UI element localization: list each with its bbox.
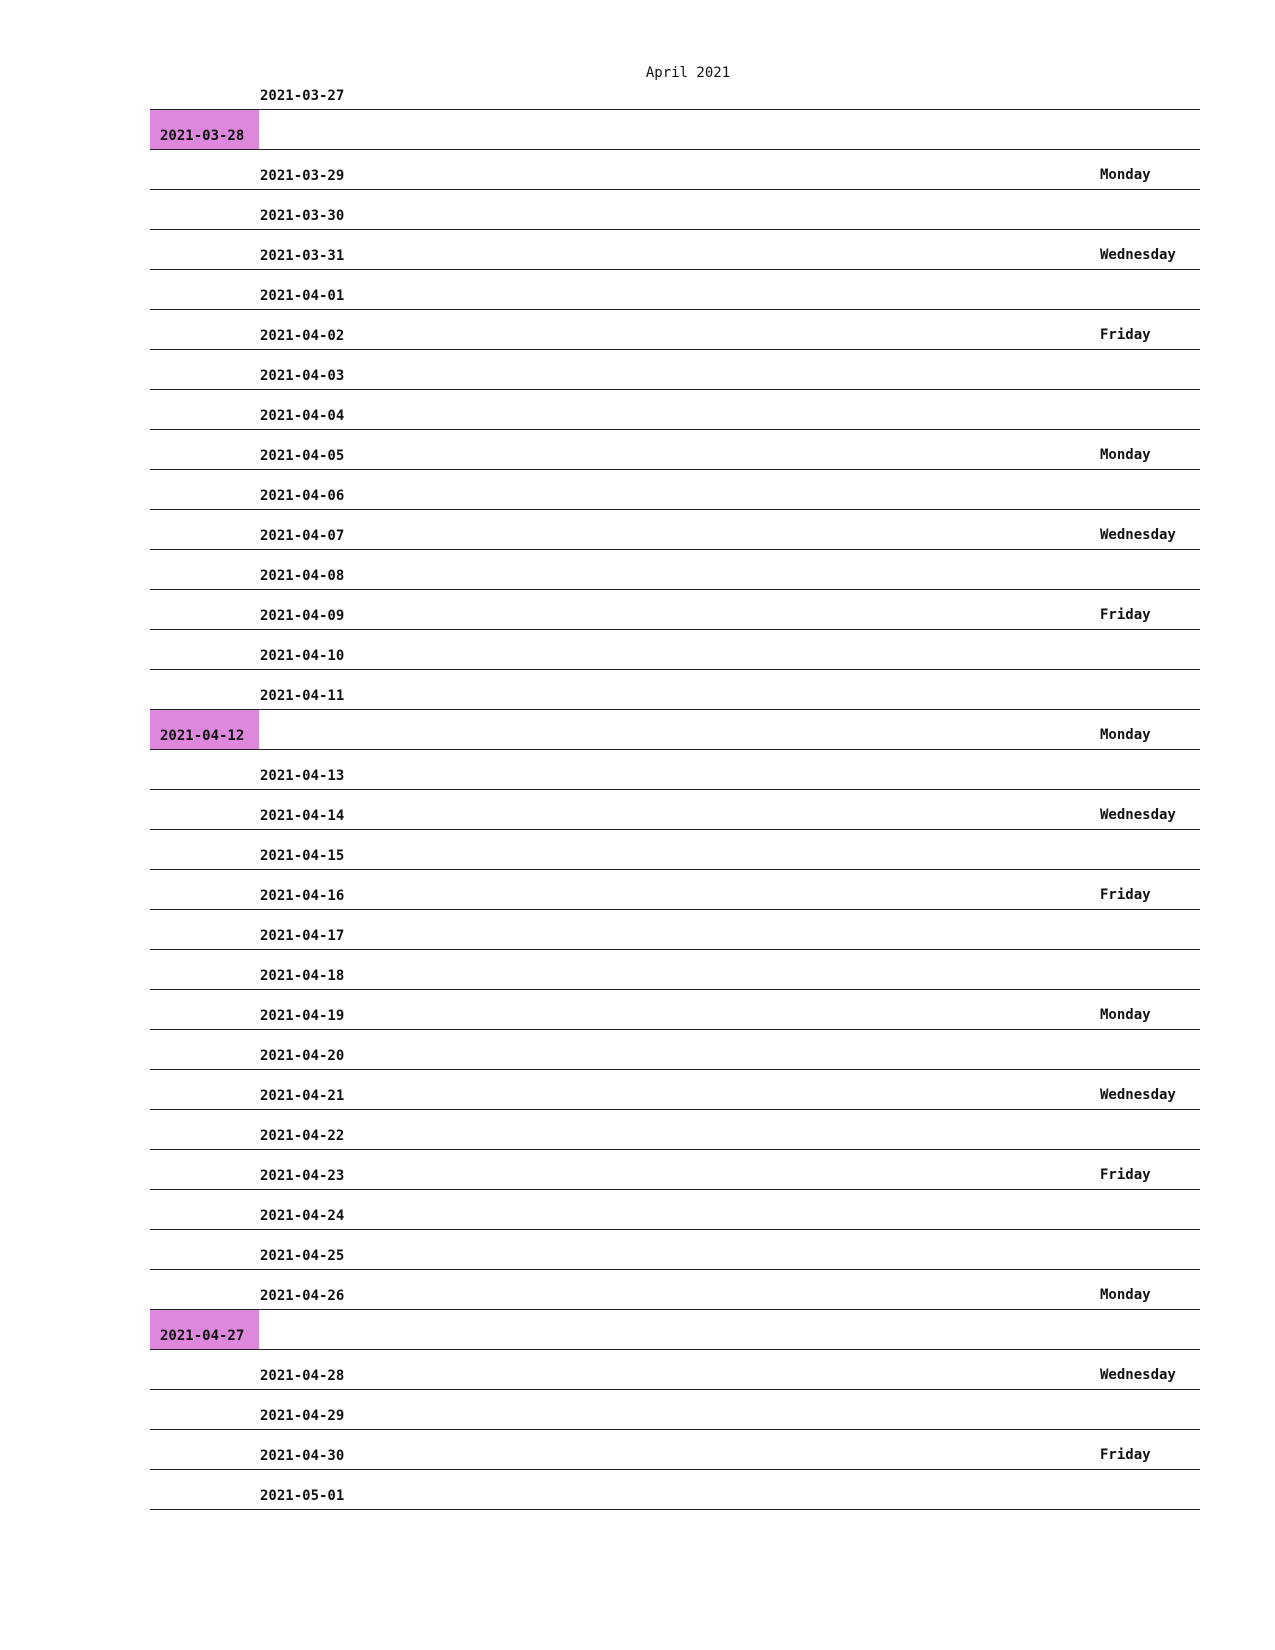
calendar-row xyxy=(150,910,1200,950)
row-weekday: Friday xyxy=(1100,1167,1151,1183)
row-date: 2021-04-29 xyxy=(260,1408,345,1424)
row-date: 2021-04-12 xyxy=(160,728,245,744)
row-date: 2021-04-19 xyxy=(260,1008,345,1024)
row-date: 2021-05-01 xyxy=(260,1488,345,1504)
row-date: 2021-04-15 xyxy=(260,848,345,864)
calendar-row xyxy=(150,150,1200,190)
calendar-row xyxy=(150,630,1200,670)
calendar-row xyxy=(150,870,1200,910)
calendar-row xyxy=(150,390,1200,430)
calendar-row xyxy=(150,70,1200,110)
row-date: 2021-04-30 xyxy=(260,1448,345,1464)
row-date: 2021-04-06 xyxy=(260,488,345,504)
calendar-row xyxy=(150,470,1200,510)
calendar-row xyxy=(150,1030,1200,1070)
calendar-row xyxy=(150,990,1200,1030)
row-weekday: Friday xyxy=(1100,1447,1151,1463)
calendar-row xyxy=(150,190,1200,230)
row-date: 2021-04-17 xyxy=(260,928,345,944)
row-weekday: Monday xyxy=(1100,727,1151,743)
calendar-row xyxy=(150,790,1200,830)
calendar-row xyxy=(150,1230,1200,1270)
calendar-row xyxy=(150,1350,1200,1390)
calendar-row xyxy=(150,1070,1200,1110)
row-date: 2021-04-11 xyxy=(260,688,345,704)
row-date: 2021-04-23 xyxy=(260,1168,345,1184)
row-weekday: Monday xyxy=(1100,167,1151,183)
calendar-row xyxy=(150,350,1200,390)
row-date: 2021-04-05 xyxy=(260,448,345,464)
row-date: 2021-04-07 xyxy=(260,528,345,544)
row-weekday: Monday xyxy=(1100,1007,1151,1023)
calendar-row-highlighted xyxy=(150,710,1200,750)
row-date: 2021-04-13 xyxy=(260,768,345,784)
row-weekday: Friday xyxy=(1100,607,1151,623)
row-weekday: Wednesday xyxy=(1100,1367,1176,1383)
calendar-row xyxy=(150,510,1200,550)
row-date: 2021-04-16 xyxy=(260,888,345,904)
row-date: 2021-04-25 xyxy=(260,1248,345,1264)
calendar-row xyxy=(150,1430,1200,1470)
row-date: 2021-03-28 xyxy=(160,128,245,144)
row-date: 2021-04-01 xyxy=(260,288,345,304)
row-date: 2021-04-26 xyxy=(260,1288,345,1304)
row-weekday: Friday xyxy=(1100,887,1151,903)
row-weekday: Wednesday xyxy=(1100,247,1176,263)
row-weekday: Monday xyxy=(1100,1287,1151,1303)
calendar-row xyxy=(150,1390,1200,1430)
row-weekday: Friday xyxy=(1100,327,1151,343)
calendar-row xyxy=(150,670,1200,710)
row-date: 2021-04-18 xyxy=(260,968,345,984)
page-title: April 2021 xyxy=(645,65,731,81)
row-date: 2021-04-22 xyxy=(260,1128,345,1144)
calendar-row xyxy=(150,1150,1200,1190)
row-date: 2021-04-03 xyxy=(260,368,345,384)
calendar-row xyxy=(150,310,1200,350)
calendar-row xyxy=(150,950,1200,990)
row-date: 2021-04-04 xyxy=(260,408,345,424)
row-date: 2021-04-20 xyxy=(260,1048,345,1064)
calendar-row-highlighted xyxy=(150,110,1200,150)
row-date: 2021-04-21 xyxy=(260,1088,345,1104)
row-date: 2021-04-09 xyxy=(260,608,345,624)
row-weekday: Wednesday xyxy=(1100,1087,1176,1103)
row-date: 2021-03-30 xyxy=(260,208,345,224)
row-date: 2021-03-31 xyxy=(260,248,345,264)
calendar-row xyxy=(150,1110,1200,1150)
calendar-row xyxy=(150,230,1200,270)
row-weekday: Wednesday xyxy=(1100,807,1176,823)
calendar-row xyxy=(150,590,1200,630)
calendar-row xyxy=(150,550,1200,590)
calendar-row xyxy=(150,830,1200,870)
calendar-row-highlighted xyxy=(150,1310,1200,1350)
row-date: 2021-04-10 xyxy=(260,648,345,664)
row-weekday: Monday xyxy=(1100,447,1151,463)
calendar-list xyxy=(150,70,1200,1510)
row-date: 2021-04-08 xyxy=(260,568,345,584)
row-date: 2021-03-27 xyxy=(260,88,345,104)
row-date: 2021-04-14 xyxy=(260,808,345,824)
row-date: 2021-04-24 xyxy=(260,1208,345,1224)
row-date: 2021-03-29 xyxy=(260,168,345,184)
calendar-row xyxy=(150,750,1200,790)
calendar-row xyxy=(150,270,1200,310)
row-weekday: Wednesday xyxy=(1100,527,1176,543)
row-date: 2021-04-28 xyxy=(260,1368,345,1384)
row-date: 2021-04-27 xyxy=(160,1328,245,1344)
row-date: 2021-04-02 xyxy=(260,328,345,344)
calendar-row xyxy=(150,1190,1200,1230)
calendar-row xyxy=(150,1470,1200,1510)
calendar-row xyxy=(150,430,1200,470)
calendar-row xyxy=(150,1270,1200,1310)
